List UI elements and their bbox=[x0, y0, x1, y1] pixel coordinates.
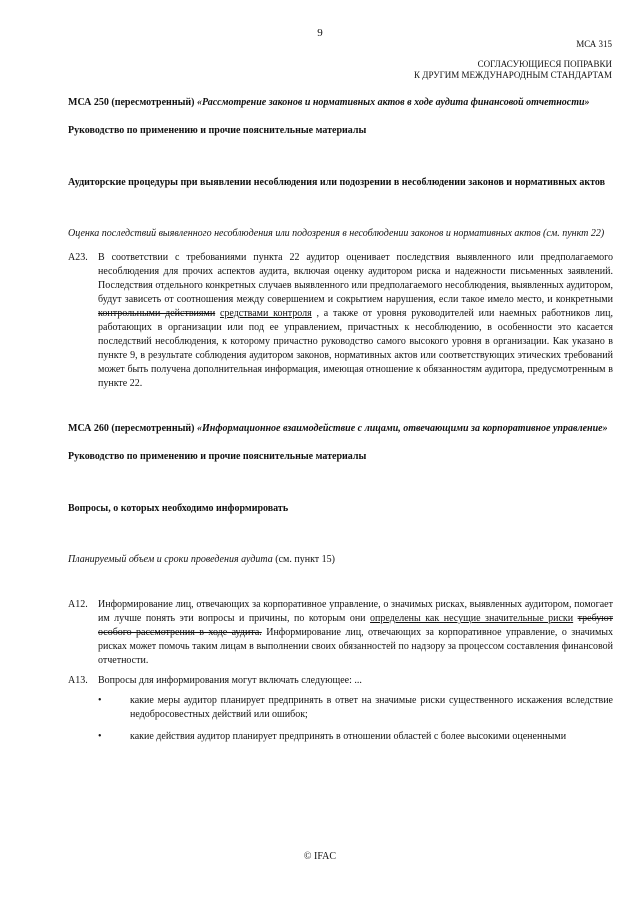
paragraph-a23 bbox=[68, 251, 613, 391]
header-title-line1: СОГЛАСУЮЩИЕСЯ ПОПРАВКИ bbox=[477, 59, 612, 69]
paragraph-a13 bbox=[68, 674, 613, 688]
a23-inserted-text: средствами контроля bbox=[219, 308, 312, 319]
bullet-text-2: какие действия аудитор планирует предпринять в отношении областей с более высокими оцененными bbox=[130, 731, 567, 742]
paragraph-a12-text bbox=[98, 598, 613, 668]
section1-heading: Руководство по применению и прочие пояснительные материалы bbox=[68, 125, 367, 136]
section1-caption: Оценка последствий выявленного несоблюдения или подозрения в несоблюдении законов и нормативных актов (см. пункт 22) bbox=[68, 228, 605, 239]
bullet-item bbox=[68, 730, 613, 744]
section1-subheading: Аудиторские процедуры при выявлении несоблюдения или подозрении в несоблюдении законов и нормативных актов bbox=[68, 177, 606, 188]
bullet-icon: • bbox=[98, 695, 102, 706]
section2-caption-italic: Планируемый объем и сроки проведения аудита bbox=[68, 554, 273, 565]
section2-caption-ref: (см. пункт 15) bbox=[275, 554, 336, 565]
header-title-line2: К ДРУГИМ МЕЖДУНАРОДНЫМ СТАНДАРТАМ bbox=[414, 70, 612, 80]
section1-standard-title: «Рассмотрение законов и нормативных актов в ходе аудита финансовой отчетности» bbox=[196, 97, 590, 108]
paragraph-a23-text bbox=[98, 251, 613, 391]
section2-standard: МСА 260 (пересмотренный) bbox=[68, 423, 195, 434]
section2-title bbox=[68, 422, 613, 436]
section1-title bbox=[68, 96, 613, 110]
a12-inserted-text: определены как несущие значительные риски bbox=[370, 613, 574, 624]
bullet-item bbox=[68, 694, 613, 722]
paragraph-a12 bbox=[68, 598, 613, 668]
paragraph-a12-number: A12. bbox=[68, 599, 88, 610]
document-body bbox=[68, 96, 613, 744]
paragraph-a13-number: A13. bbox=[68, 675, 88, 686]
bullet-text-1: какие меры аудитор планирует предпринять в ответ на значимые риски существенного искажения вследствие недобросовестных действий или ошибок; bbox=[130, 695, 613, 720]
footer-copyright: © IFAC bbox=[303, 851, 337, 862]
bullet-icon: • bbox=[98, 731, 102, 742]
paragraph-a13-text: Вопросы для информирования могут включать следующее: ... bbox=[98, 675, 362, 686]
section2-subheading: Вопросы, о которых необходимо информировать bbox=[68, 503, 289, 514]
header-title bbox=[414, 59, 612, 81]
section2-caption bbox=[68, 553, 613, 567]
section2-standard-title: «Информационное взаимодействие с лицами, отвечающими за корпоративное управление» bbox=[196, 423, 608, 434]
paragraph-a23-number: A23. bbox=[68, 252, 88, 263]
a23-deleted-text: контрольными действиями bbox=[98, 308, 216, 319]
a12-text-before: Информирование лиц, отвечающих за корпоративное управление, о значимых рисках, выявленных аудитором, помогает им лучше понять эти вопросы и причины, по которым они bbox=[98, 599, 613, 624]
header-standard-code: МСА 315 bbox=[576, 39, 612, 49]
section1-standard: МСА 250 (пересмотренный) bbox=[68, 97, 195, 108]
page-number: 9 bbox=[317, 27, 323, 39]
a23-text-before: В соответствии с требованиями пункта 22 аудитор оценивает последствия выявленного или предполагаемого несоблюдения для прочих аспектов аудита, включая оценку аудитором риска и надежности письменных заявлений. Последствия отдельного конкретных случаев выявленного или предполагаемого несоблюдения, выявленных аудитором, будут зависеть от соотношения между совершением и сокрытием нарушения, если такое имело место, и конкретными bbox=[98, 252, 613, 305]
a12-deleted-text: требуют особого рассмотрения в ходе аудита. bbox=[98, 613, 614, 638]
section2-heading: Руководство по применению и прочие пояснительные материалы bbox=[68, 451, 367, 462]
a12-text-after: Информирование лиц, отвечающих за корпоративное управление, о значимых рисках может помочь таким лицам в выполнении своих обязанностей по надзору за процессом составления финансовой отчетности. bbox=[98, 627, 614, 666]
a23-text-after: , а также от уровня руководителей или наемных работников лиц, работающих в организации или под ее управлением, причастных к несоблюдению, в особенности это касается последствий несоблюдения, к которому причастно руководство самого высокого уровня в организации. Как указано в пункте 9, в результате соблюдения аудитором законов, нормативных актов или соответствующих этических требований может быть получена дополнительная информация, имеющая отношение к обязанностям аудитора, предусмотренным в пункте 22. bbox=[98, 308, 614, 389]
